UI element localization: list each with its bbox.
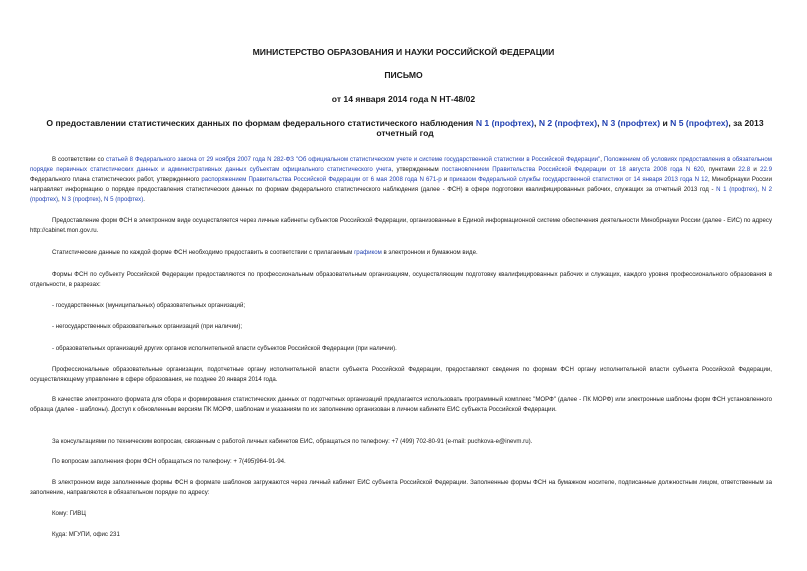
link-item-22-8[interactable]: 22.8 [738,166,751,173]
list-item-private-organizations: - негосударственных образовательных организаций (при наличии); [52,323,243,330]
link-order-671-r[interactable]: распоряжением Правительства Российской Федерации от 6 мая 2008 года N 671-р [201,176,442,183]
paragraph-forms-questions: По вопросам заполнения форм ФСН обращаться по телефону: + 7(495)964-91-94. [52,458,286,465]
link-schedule[interactable]: графиком [354,249,382,256]
address-destination: Куда: МГУПИ, офис 231 [52,531,120,538]
link-resolution-620[interactable]: постановлением Правительства Российской Федерации от 18 августа 2008 года N 620 [441,166,704,173]
link-item-22-9[interactable]: 22.9 [760,166,773,173]
list-item-state-organizations: - государственных (муниципальных) образовательных организаций; [52,302,246,309]
document-type-heading: ПИСЬМО [384,70,423,80]
link-form-2-proftekh-body[interactable]: N 2 (профтех) [30,186,773,203]
link-rosstat-order-12[interactable]: приказом Федеральной службы государственной статистики от 14 января 2013 года N 12 [449,176,708,183]
ministry-heading: МИНИСТЕРСТВО ОБРАЗОВАНИЯ И НАУКИ РОССИЙСКОЙ ФЕДЕРАЦИИ [252,47,555,57]
paragraph-breakdown: Формы ФСН по субъекту Российской Федерации предоставляются по профессиональным образовательным организациям, осуществляющим подготовку квалифицированных рабочих и служащих, каждого уровня профессионального образования в отдельности, в разрезах: [30,271,772,288]
link-form-1-proftekh-body[interactable]: N 1 (профтех) [716,186,758,193]
link-form-3-proftekh-body[interactable]: N 3 (профтех) [61,196,101,203]
link-form-1-proftekh[interactable]: N 1 (профтех) [475,118,535,128]
link-form-5-proftekh-body[interactable]: N 5 (профтех) [104,196,144,203]
link-form-3-proftekh[interactable]: N 3 (профтех) [601,118,661,128]
paragraph-legal-basis: В соответствии со статьей 8 Федерального закона от 29 ноября 2007 года N 282-ФЗ "Об официальном статистическом учете и системе государственной статистики в Российской Федерации", Положением об условиях предоставления в обязательном порядке первичных статистических данных и административных данных субъектам официального статистического учета, утвержденным постановлением Правительства Российской Федерации от 18 августа 2008 года N 620, пунктами 22.8 и 22.9 Федерального плана статистических работ, утвержденного распоряжением Правительства Российской Федерации от 6 мая 2008 года N 671-р и приказом Федеральной службы государственной статистики от 14 января 2013 года N 12, Минобрнауки России направляет информацию о порядке предоставления статистических данных по формам федерального статистического наблюдения (далее - ФСН) в сфере подготовки квалифицированных рабочих, служащих за отчетный 2013 год - N 1 (профтех), N 2 (профтех), N 3 (профтех), N 5 (профтех). [30,156,773,203]
paragraph-paper-submission: В электронном виде заполненные формы ФСН в формате шаблонов загружаются через личный кабинет ЕИС субъекта Российской Федерации. Заполненные формы ФСН на бумажном носителе, подписанные должностным лицом, ответственным за заполнение, направляются в обязательном порядке по адресу: [30,479,772,496]
paragraph-electronic-submission: Предоставление форм ФСН в электронном виде осуществляется через личные кабинеты субъектов Российской Федерации, организованные в Единой информационной системе обеспечения деятельности Минобрнауки России (далее - ЕИС) по адресу http://cabinet.mon.gov.ru. [30,217,772,234]
paragraph-electronic-format: В качестве электронного формата для сбора и формирования статистических данных от подотчетных организаций предлагается использовать программный комплекс "МОРФ" (далее - ПК МОРФ) или электронные шаблоны форм ФСН установленного образца (далее - шаблоны). Доступ к обновленным версиям ПК МОРФ, шаблонам и указаниям по их заполнению организован в личном кабинете ЕИС субъекта Российской Федерации. [30,396,772,413]
address-recipient: Кому: ГИВЦ [52,510,86,517]
link-form-5-proftekh[interactable]: N 5 (профтех) [670,118,729,128]
date-number-heading: от 14 января 2014 года N НТ-48/02 [331,94,476,104]
paragraph-deadline: Профессиональные образовательные организации, подотчетные органу исполнительной власти субъекта Российской Федерации, предоставляют сведения по формам ФСН органу исполнительной власти субъекта Российской Федерации, осуществляющему управление в сфере образования, не позднее 20 января 2014 года. [30,366,772,383]
link-federal-law-282[interactable]: статьей 8 Федерального закона от 29 ноября 2007 года N 282-ФЗ "Об официальном статистическом учете и системе государственной статистики в Российской Федерации" [105,156,601,163]
paragraph-technical-support: За консультациями по техническим вопросам, связанным с работой личных кабинетов ЕИС, обращаться по телефону: +7 (499) 702-80-91 (e-mail: puchkova-e@inevm.ru). [52,438,533,445]
paragraph-schedule: Статистические данные по каждой форме ФСН необходимо предоставить в соответствии с прилагаемым графиком в электронном и бумажном виде. [52,249,478,256]
list-item-other-authorities: - образовательных организаций других органов исполнительной власти субъектов Российской Федерации (при наличии). [52,345,397,352]
document-subject: О предоставлении статистических данных по формам федерального статистического наблюдения N 1 (профтех), N 2 (профтех), N 3 (профтех) и N 5 (профтех), за 2013 отчетный год [46,118,764,138]
link-regulation-conditions[interactable]: Положением об условиях предоставления в обязательном порядке первичных статистических данных и административных данных субъектам официального статистического учета [30,156,772,173]
link-form-2-proftekh[interactable]: N 2 (профтех) [538,118,598,128]
